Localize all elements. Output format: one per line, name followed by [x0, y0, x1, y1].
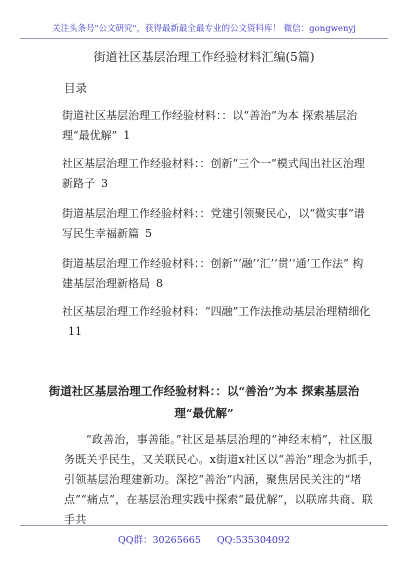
footer-contact: [0, 532, 408, 546]
toc-item-text: 街道社区基层治理工作经验材料：：以“善治”为本 探索基层治理“最优解”: [62, 109, 358, 142]
toc-item-text: 街道基层治理工作经验材料：：创新“‘融’‘汇’‘贯’‘通’工作法” 构建基层治理新格局: [62, 257, 364, 290]
toc-heading: 目录: [64, 81, 87, 95]
toc-item[interactable]: [62, 254, 374, 294]
toc-item-page: 8: [156, 277, 163, 290]
document-title: 街道社区基层治理工作经验材料汇编(5篇): [93, 50, 315, 64]
footer-divider: [20, 525, 388, 526]
header-promo: 关注头条号"公文研究"，获得最新最全最专业的公文资料库！ 微信：gongwenyj: [52, 24, 356, 34]
toc-item-page: 3: [101, 177, 108, 190]
footer-qq-group: QQ群：30265665: [117, 535, 201, 546]
footer-qq: QQ:535304092: [216, 535, 291, 546]
toc-item[interactable]: [62, 204, 374, 244]
toc-item[interactable]: [62, 154, 374, 194]
body-paragraph: “政善治，事善能。”社区是基层治理的“神经末梢”，社区服务既关乎民生，又关联民心。x街道x社区以“善治”理念为抓手，引领基层治理建新功。深挖“善治”内涵，聚焦居民关注的“堵点”“痛点”，在基层治理实践中探索“最优解”，以联席共商、联手共: [64, 433, 380, 526]
toc-item-page: 11: [68, 325, 82, 338]
toc-item-text: 街道基层治理工作经验材料：：党建引领聚民心，以“微实事”谱写民生幸福新篇: [62, 207, 365, 240]
toc-item-text: 社区基层治理工作经验材料：“四融”工作法推动基层治理精细化: [62, 305, 371, 318]
toc-item-text: 社区基层治理工作经验材料：：创新“三个一”模式闯出社区治理新路子: [62, 157, 365, 190]
toc-item-page: 1: [123, 129, 131, 142]
toc-item[interactable]: [62, 106, 374, 146]
header-divider: [20, 38, 388, 39]
section-title: 街道社区基层治理工作经验材料：：以“善治”为本 探索基层治理“最优解”: [48, 384, 360, 420]
toc-item[interactable]: [62, 302, 374, 342]
toc-item-page: 5: [145, 227, 152, 240]
